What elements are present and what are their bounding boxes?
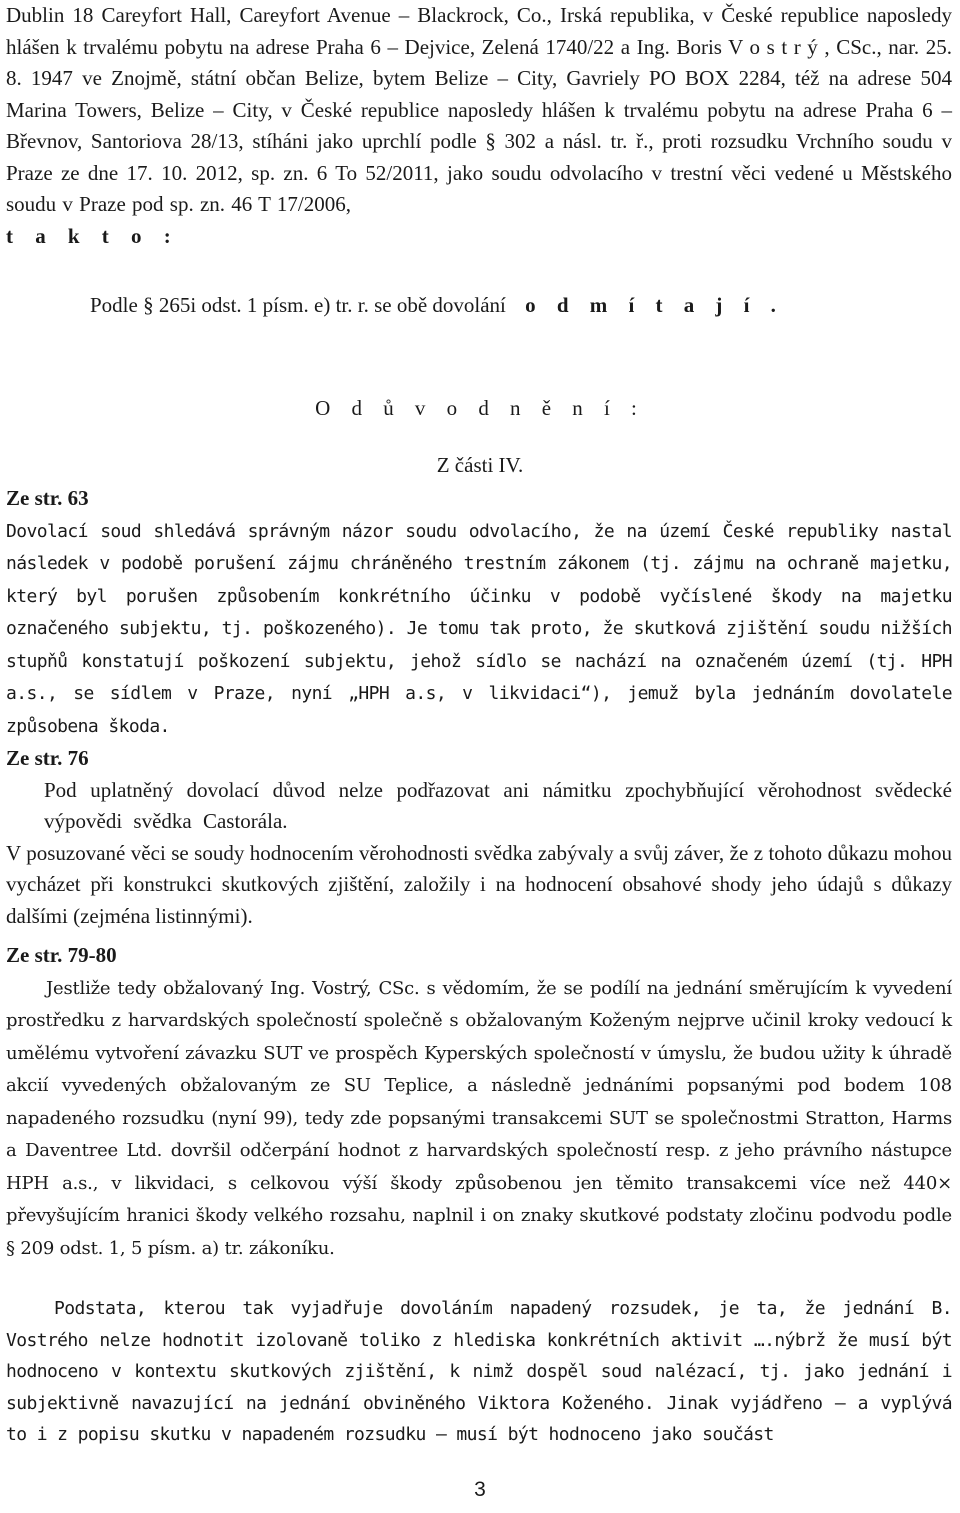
intro-text: Dublin 18 Careyfort Hall, Careyfort Avenue – Blackrock, Co., Irská republika, v České republice naposledy hlášen k trvalému pobytu na adrese Praha 6 – Dejvice, Zelená 1740/22 a Ing. Boris V o s t r ý , CSc., nar. 25. 8. 1947 ve Znojmě, státní občan Belize, bytem Belize – City, Gavriely PO BOX 2284, též na adrese 504 Marina Towers, Belize – City, v České republice naposledy hlášen k trvalému pobytu na adrese Praha 6 – Břevnov, Santoriova 28/13, stíháni jako uprchlí podle § 302 a násl. tr. ř., proti rozsudku Vrchního soudu v Praze ze dne 17. 10. 2012, sp. zn. 6 To 52/2011, jako soudu odvolacího v trestní věci vedené u Městského soudu v Praze pod sp. zn. 46 T 17/2006, [6,3,952,216]
ruling-verb: o d m í t a j í . [525,293,784,317]
intro-paragraph [6,0,952,252]
section-79-80-text: Jestliže tedy obžalovaný Ing. Vostrý, CSc. s vědomím, že se podílí na jednání směrujícím k vyvedení prostředku z harvardských společností společně s obžalovaným Koženým nejprve učinil kroky vedoucí k umělému vytvoření závazku SUT ve prospěch Kyperských společností v úmyslu, že budou užity k úhradě akcií vyvedených obžalovaným ze SU Teplice, a následně jednáními popsanými pod bodem 108 napadeného rozsudku (nyní 99), tedy zde popsanými transakcemi SUT se společnostmi Stratton, Harms a Daventree Ltd. dovršil odčerpání hodnot z harvardských společností resp. z jeho právního nástupce HPH a.s., v likvidaci, s celkovou výší škody způsobenou jen těmito transakcemi více než 440× převyšujícím hranici škody velkého rozsahu, naplnil i on znaky skutkové podstaty zločinu podvodu podle § 209 odst. 1, 5 písm. a) tr. zákoníku. [6,977,952,1259]
section-79-80 [6,940,952,1264]
section-76-text2: V posuzované věci se soudy hodnocením věrohodnosti svědka zabývaly a svůj záver, že z tohoto důkazu mohou vycházet při konstrukci skutkových zjištění, založily i na hodnocení obsahové shody jeho údajů s důkazy dalšími (zejména listinnými). [6,840,952,928]
part-heading: Z části IV. [436,453,524,477]
ruling-line [90,290,952,322]
section-76 [6,743,952,932]
takto-heading: t a k t o : [6,223,179,248]
closing-paragraph [6,1293,952,1451]
section-63 [6,483,952,742]
section-76-text: Pod uplatněný dovolací důvod nelze podřazovat ani námitku zpochybňující věrohodnost svědecké výpovědi svědka Castorála. [44,777,952,833]
closing-text: Podstata, kterou tak vyjadřuje dovoláním napadený rozsudek, je ta, že jednání B. Vostrého nelze hodnotit izolovaně toliko z hlediska konkrétních aktivit ….nýbrž že musí být hodnoceno v kontextu skutkových zjištění, k nimž dospěl soud nalézací, tj. jako jednání i subjektivně navazující na jednání obviněného Viktora Koženého. Jinak vyjádřeno – a vyplývá to i z popisu skutku v napadeném rozsudku – musí být hodnoceno jako součást [6,1298,952,1445]
ruling-prefix: Podle § 265i odst. 1 písm. e) tr. r. se obě dovolání [90,293,506,317]
page-number: 3 [474,1478,486,1501]
section-63-text: Dovolací soud shledává správným názor soudu odvolacího, že na území České republiky nastal následek v podobě porušení zájmu chráněného trestním zákonem (tj. zájmu na ochraně majetku, který byl porušen způsobením konkrétního účinku v podobě vyčíslené škody na majetku označeného subjektu, tj. poškozeného). Je tomu tak proto, že skutková zjištění soudu nižších stupňů konstatují poškození subjektu, jehož sídlo se nachází na označeném území (tj. HPH a.s., se sídlem v Praze, nyní „HPH a.s, v likvidaci“), jemuž byla jednáním dovolatele způsobena škoda. [6,520,952,737]
reasoning-heading: O d ů v o d n ě n í : [315,396,645,420]
section-63-heading: Ze str. 63 [6,486,89,510]
section-76-heading: Ze str. 76 [6,746,89,770]
section-79-80-heading: Ze str. 79-80 [6,943,117,967]
